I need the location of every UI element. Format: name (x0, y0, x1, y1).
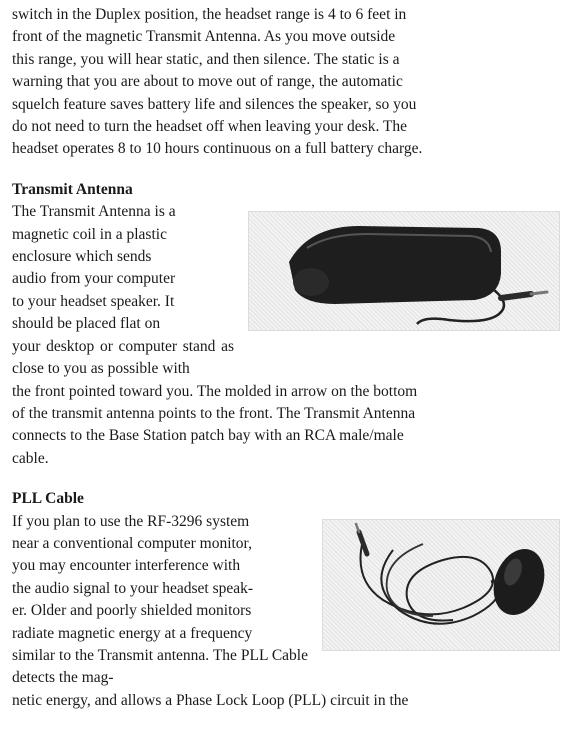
transmit-antenna-section (12, 179, 560, 470)
document-page (12, 4, 560, 712)
antenna-device-icon (249, 212, 559, 330)
antenna-text-line: audio from your computer (12, 270, 176, 288)
pll-cable-icon (323, 520, 559, 650)
intro-line: switch in the Duplex position, the headset range is 4 to 6 feet in (12, 6, 407, 23)
pll-text-line: the audio signal to your headset speak- (12, 579, 254, 597)
pll-text-line: er. Older and poorly shielded monitors (12, 602, 252, 620)
intro-line: this range, you will hear static, and then silence. The static is a (12, 50, 400, 68)
antenna-device-photo (248, 211, 560, 331)
intro-line: do not need to turn the headset off when leaving your desk. The (12, 118, 408, 136)
pll-text-line: similar to the Transmit antenna. The PLL Cable detects the mag- (12, 646, 308, 687)
pll-cable-heading: PLL Cable (12, 490, 84, 508)
antenna-text-line: to your headset speaker. It (12, 292, 175, 310)
antenna-text-line: magnetic coil in a plastic (12, 225, 167, 243)
pll-text-line: radiate magnetic energy at a frequency (12, 624, 253, 642)
antenna-text-line: connects to the Base Station patch bay with an RCA male/male (12, 427, 404, 445)
antenna-text-line: should be placed flat on (12, 315, 161, 333)
antenna-text-line: the front pointed toward you. The molded in arrow on the bottom (12, 382, 418, 400)
antenna-text-line: of the transmit antenna points to the front. The Transmit Antenna (12, 404, 416, 422)
antenna-text-line: cable. (12, 449, 49, 467)
pll-cable-photo (322, 519, 560, 651)
antenna-text-line: enclosure which sends (12, 248, 152, 266)
pll-text-line: you may encounter interference with (12, 557, 241, 575)
intro-line: front of the magnetic Transmit Antenna. As you move outside (12, 28, 396, 46)
antenna-text-line: The Transmit Antenna is a (12, 203, 176, 221)
intro-line: warning that you are about to move out of range, the automatic (12, 73, 403, 91)
intro-line: headset operates 8 to 10 hours continuous on a full battery charge. (12, 140, 423, 158)
transmit-antenna-heading: Transmit Antenna (12, 180, 133, 198)
intro-line: squelch feature saves battery life and silences the speaker, so you (12, 95, 417, 113)
pll-text-line: If you plan to use the RF-3296 system (12, 512, 250, 530)
pll-text-line: near a conventional computer monitor, (12, 534, 252, 552)
antenna-text-line: your desktop or computer stand as close to you as possible with (12, 337, 234, 378)
intro-paragraph (12, 4, 560, 161)
pll-text-line: netic energy, and allows a Phase Lock Loop (PLL) circuit in the (12, 691, 409, 709)
pll-cable-section (12, 488, 560, 712)
